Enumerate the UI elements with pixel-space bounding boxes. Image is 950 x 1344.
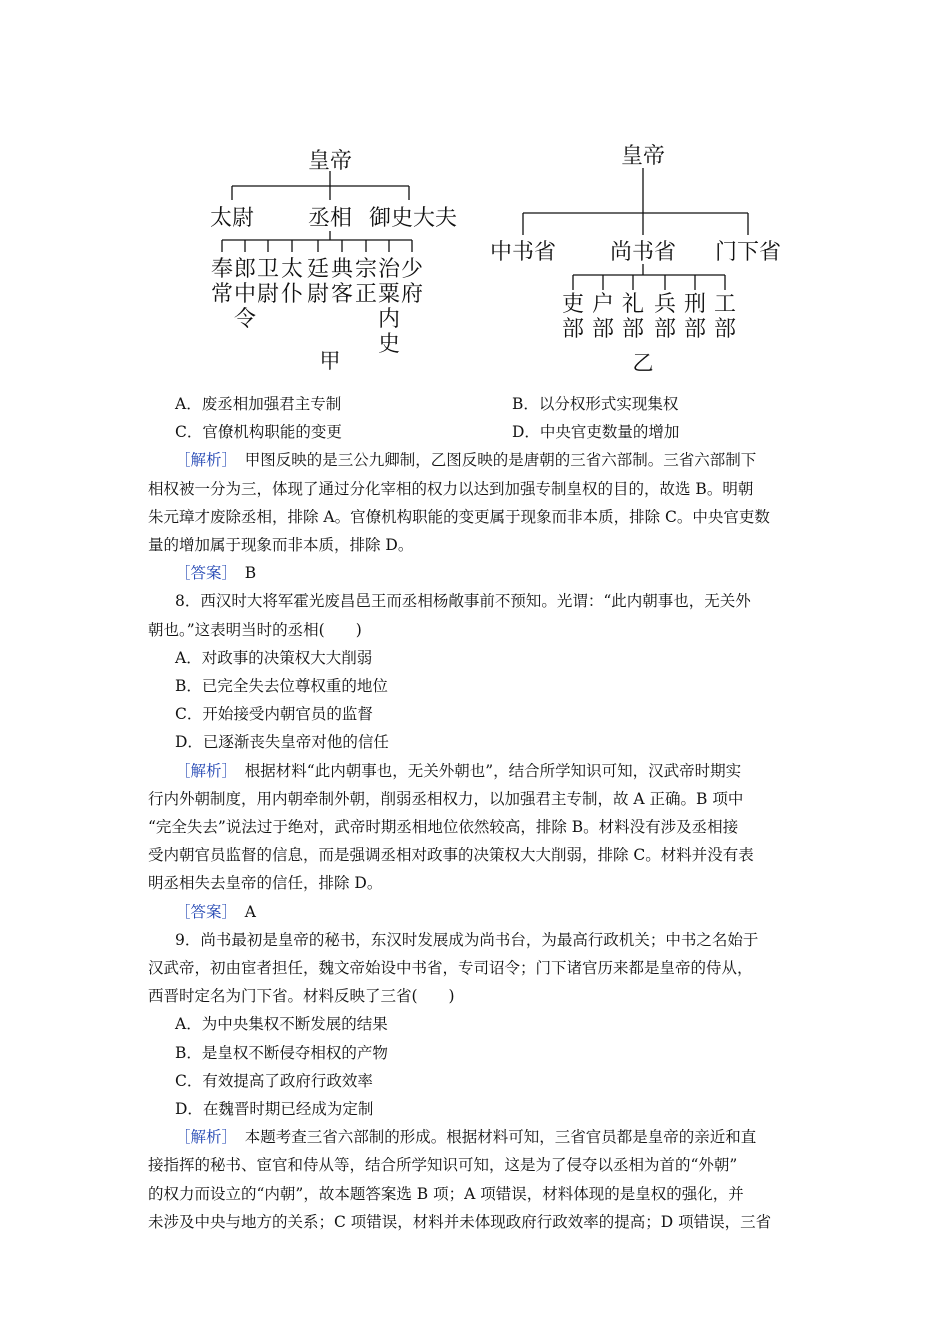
question-content — [148, 390, 816, 1236]
q7-option-c: C．官僚机构职能的变更 — [175, 423, 342, 442]
jia-ministers — [211, 257, 423, 357]
q8-answer — [148, 898, 816, 926]
q7-answer-tag: ［答案］ — [175, 564, 230, 583]
q8-stem-line: 8．西汉时大将军霍光废昌邑王而丞相杨敞事前不预知。光谓：“此内朝事也，无关外 — [175, 592, 751, 611]
org-charts — [0, 0, 950, 390]
yi-level1-shangshu: 尚书省 — [609, 240, 677, 265]
q8-option-a: A．对政事的决策权大大削弱 — [175, 648, 373, 667]
jia-minister: 太仆 — [280, 257, 304, 307]
q9-option-b: B．是皇权不断侵夺相权的产物 — [175, 1043, 388, 1062]
q9-analysis-tag: ［解析］ — [175, 1128, 230, 1147]
yi-ministry: 工部 — [713, 292, 737, 342]
q9-analysis-line: 未涉及中央与地方的关系；C 项错误，材料并未体现政府行政效率的提高；D 项错误，三省 — [148, 1212, 772, 1231]
jia-level1-taiwei: 太尉 — [209, 206, 255, 231]
q7-analysis — [148, 446, 816, 559]
q9-analysis-line: 本题考查三省六部制的形成。根据材料可知，三省官员都是皇帝的亲近和直 — [244, 1128, 757, 1147]
q7-analysis-line: 相权被一分为三，体现了通过分化宰相的权力以达到加强专制皇权的目的，故选 B。明朝 — [148, 479, 754, 498]
q7-answer — [148, 559, 816, 587]
q8-option-d: D．已逐渐丧失皇帝对他的信任 — [175, 733, 389, 752]
q9-analysis — [148, 1123, 816, 1236]
jia-root: 皇帝 — [307, 149, 353, 174]
q7-option-d: D．中央官吏数量的增加 — [512, 423, 680, 442]
q7-analysis-line: 量的增加属于现象而非本质，排除 D。 — [148, 536, 414, 555]
jia-level1-yushidafu: 御史大夫 — [368, 206, 458, 231]
yi-ministry: 刑部 — [683, 292, 707, 342]
q8-analysis-line: 明丞相失去皇帝的信任，排除 D。 — [148, 874, 383, 893]
q8-answer-tag: ［答案］ — [175, 902, 230, 921]
q8-analysis-line: 行内外朝制度，用内朝牵制外朝，削弱丞相权力，以加强君主专制，故 A 正确。B 项中 — [148, 789, 744, 808]
yi-ministry: 户部 — [591, 292, 615, 342]
jia-minister: 奉常 — [210, 257, 234, 307]
jia-minister: 典客 — [330, 257, 354, 307]
q9-stem-line: 9．尚书最初是皇帝的秘书，东汉时发展成为尚书台，为最高行政机关；中书之名始于 — [175, 930, 759, 949]
yi-ministry: 兵部 — [653, 292, 677, 342]
jia-minister: 廷尉 — [306, 257, 330, 307]
q7-options-row-2 — [148, 418, 816, 446]
jia-minister: 少府 — [400, 257, 424, 307]
q8-option-b: B．已完全失去位尊权重的地位 — [175, 677, 388, 696]
yi-ministry: 吏部 — [561, 292, 585, 342]
jia-minister: 卫尉 — [256, 257, 280, 307]
yi-caption: 乙 — [632, 351, 654, 375]
org-chart-svg — [0, 0, 950, 390]
yi-ministry: 礼部 — [621, 292, 645, 342]
q8-analysis-line: 受内朝官员监督的信息，而是强调丞相对政事的决策权大大削弱，排除 C。材料并没有表 — [148, 846, 754, 865]
q9-analysis-line: 的权力而设立的“内朝”，故本题答案选 B 项；A 项错误，材料体现的是皇权的强化，并 — [148, 1184, 744, 1203]
q9-option-a: A．为中央集权不断发展的结果 — [175, 1015, 388, 1034]
q8-option-c: C．开始接受内朝官员的监督 — [175, 705, 373, 724]
q9-option-c: C．有效提高了政府行政效率 — [175, 1071, 373, 1090]
q9-option-d: D．在魏晋时期已经成为定制 — [175, 1100, 374, 1119]
q7-option-b: B．以分权形式实现集权 — [512, 395, 679, 413]
yi-level1-zhongshu: 中书省 — [489, 240, 557, 265]
jia-minister: 宗正 — [354, 257, 378, 307]
q8-stem-line: 朝也。”这表明当时的丞相( ) — [148, 620, 362, 639]
q9-stem-line: 汉武帝，初由宦者担任，魏文帝始设中书省，专司诏令；门下诸官历来都是皇帝的侍从， — [148, 959, 753, 978]
jia-caption: 甲 — [319, 349, 341, 373]
yi-ministries — [562, 292, 736, 342]
q9-stem-line: 西晋时定名为门下省。材料反映了三省( ) — [148, 987, 455, 1006]
jia-level1-chengxiang: 丞相 — [307, 206, 353, 231]
jia-minister: 郎中令 — [233, 257, 257, 332]
q7-option-a: A．废丞相加强君主专制 — [175, 395, 342, 413]
yi-root: 皇帝 — [620, 144, 666, 169]
q8-analysis-tag: ［解析］ — [175, 761, 230, 780]
q9-analysis-line: 接指挥的秘书、宦官和侍从等，结合所学知识可知，这是为了侵夺以丞相为首的“外朝” — [148, 1156, 738, 1175]
q8-analysis-line: “完全失去”说法过于绝对，武帝时期丞相地位依然较高，排除 B。材料没有涉及丞相接 — [148, 818, 739, 837]
q8-answer-value: A — [244, 902, 256, 921]
q7-options-row-1 — [148, 390, 816, 418]
q7-analysis-line: 甲图反映的是三公九卿制，乙图反映的是唐朝的三省六部制。三省六部制下 — [244, 451, 757, 470]
q7-answer-value: B — [244, 564, 257, 583]
jia-minister: 治粟内史 — [377, 257, 401, 357]
q7-analysis-line: 朱元璋才废除丞相，排除 A。官僚机构职能的变更属于现象而非本质，排除 C。中央官吏数 — [148, 507, 770, 526]
q7-analysis-tag: ［解析］ — [175, 451, 230, 470]
q8-analysis-line: 根据材料“此内朝事也，无关外朝也”，结合所学知识可知，汉武帝时期实 — [244, 761, 742, 780]
q8-analysis — [148, 757, 816, 898]
yi-level1-menxia: 门下省 — [714, 240, 782, 265]
